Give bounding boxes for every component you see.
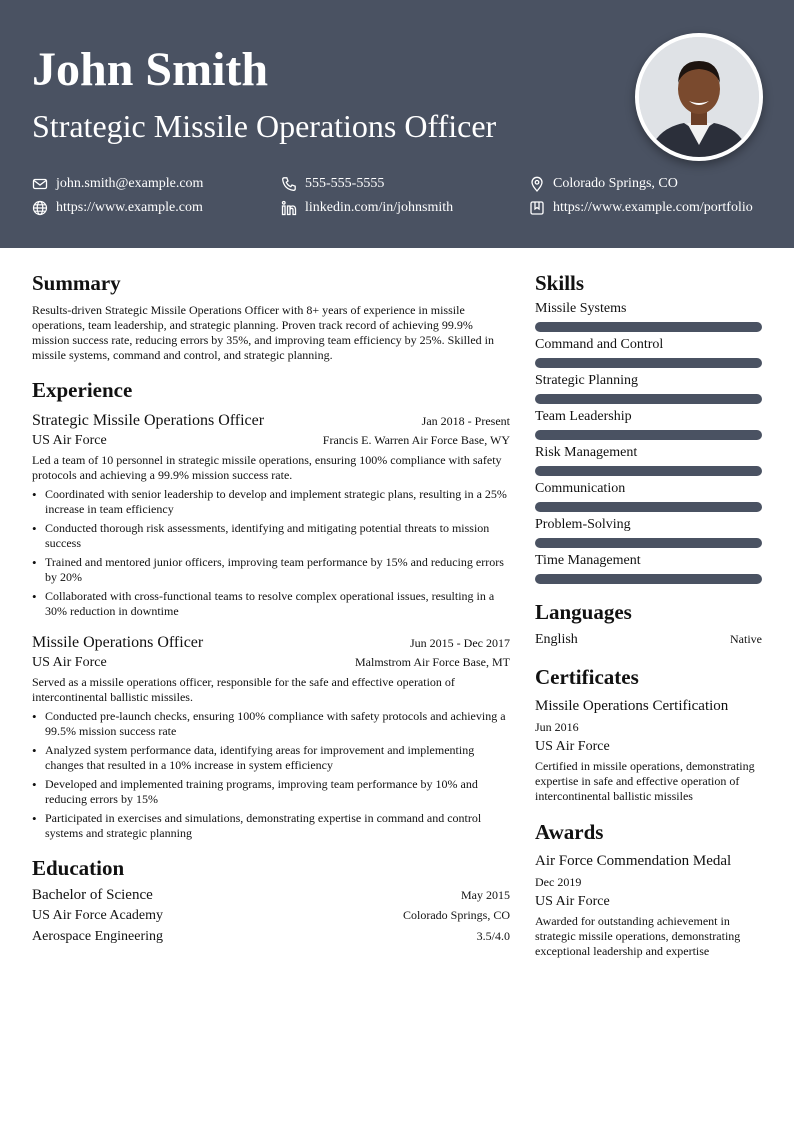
job-bullet: • Developed and implemented training programs, improving team performance by 10% and reducing errors by 15% — [32, 777, 510, 807]
job-title: Strategic Missile Operations Officer — [32, 412, 265, 429]
education-school: US Air Force Academy — [32, 908, 164, 923]
skill-level-bar — [535, 430, 762, 440]
award-issuer: US Air Force — [535, 894, 610, 909]
job-bullet: • Trained and mentored junior officers, improving team performance by 15% and reducing errors by 20% — [32, 555, 510, 585]
skill-name: Problem-Solving — [535, 517, 631, 532]
skills-section — [535, 270, 762, 584]
education-location: Colorado Springs, CO — [402, 908, 510, 922]
job-entry — [32, 633, 510, 841]
skill-level-bar — [535, 502, 762, 512]
language-name: English — [535, 632, 578, 647]
job-description: Served as a missile operations officer, responsible for the safe and effective operation of intercontinental ballistic missiles. — [32, 675, 455, 704]
language-item — [535, 632, 762, 648]
skill-level-bar — [535, 394, 762, 404]
job-bullet: • Participated in exercises and simulations, demonstrating expertise in command and control systems and strategic planning — [32, 811, 510, 841]
portfolio-icon — [529, 200, 545, 216]
mail-icon — [32, 176, 48, 192]
contact-website[interactable] — [32, 200, 203, 216]
certificate-description: Certified in missile operations, demonstrating expertise in safe and effective operation of intercontinental ballistic missiles — [535, 759, 755, 803]
skill-name: Communication — [535, 481, 626, 496]
skill-level-bar — [535, 358, 762, 368]
job-bullet: • Conducted thorough risk assessments, identifying and mitigating potential threats to mission success — [32, 521, 510, 551]
contact-website-text: https://www.example.com — [56, 200, 203, 215]
job-description: Led a team of 10 personnel in strategic missile operations, ensuring 100% compliance with safety protocols and achieving a 99.9% mission success rate. — [32, 453, 502, 482]
skill-name: Risk Management — [535, 445, 638, 460]
job-bullet: • Collaborated with cross-functional teams to resolve complex operational issues, resulting in a 30% reduction in downtime — [32, 589, 510, 619]
award-date: Dec 2019 — [535, 875, 582, 889]
skill-name: Command and Control — [535, 337, 664, 352]
contact-linkedin[interactable] — [281, 200, 453, 216]
job-bullet: • Conducted pre-launch checks, ensuring 100% compliance with safety protocols and achieving a 99.5% mission success rate — [32, 709, 510, 739]
skill-level-bar — [535, 538, 762, 548]
award-description: Awarded for outstanding achievement in strategic missile operations, demonstrating exceptional leadership and expertise — [535, 914, 741, 958]
globe-icon — [32, 200, 48, 216]
resume-header — [0, 0, 794, 248]
job-dates: Jun 2015 - Dec 2017 — [410, 636, 510, 650]
contact-phone-text: 555-555-5555 — [305, 176, 385, 191]
job-location: Francis E. Warren Air Force Base, WY — [322, 433, 510, 447]
skill-level-bar — [535, 466, 762, 476]
contact-email-text: john.smith@example.com — [56, 176, 204, 191]
summary-text: Results-driven Strategic Missile Operations Officer with 8+ years of experience in missile operations, team leadership, and strategic planning. Proven track record of achieving 99.9% mission success rate, reducing errors by 35%, and improving team efficiency by 25%. Skilled in missile systems, command and control, and strategic planning. — [32, 303, 494, 362]
job-location: Malmstrom Air Force Base, MT — [355, 655, 510, 669]
job-bullet: • Coordinated with senior leadership to develop and implement strategic plans, resulting in a 25% increase in team efficiency — [32, 487, 510, 517]
education-date: May 2015 — [461, 888, 510, 902]
education-heading: Education — [32, 856, 125, 880]
certificate-title: Missile Operations Certification — [535, 698, 729, 714]
summary-heading: Summary — [32, 271, 121, 295]
awards-heading: Awards — [535, 820, 604, 844]
job-bullets — [32, 709, 510, 841]
skill-name: Strategic Planning — [535, 373, 639, 388]
languages-heading: Languages — [535, 600, 632, 624]
summary-section — [32, 270, 510, 363]
awards-section — [535, 819, 762, 959]
side-column — [535, 270, 762, 959]
contact-portfolio[interactable] — [529, 200, 753, 216]
job-bullets — [32, 487, 510, 619]
certificate-issuer: US Air Force — [535, 739, 610, 754]
skills-list — [535, 300, 762, 584]
job-bullet: • Analyzed system performance data, identifying areas for improvement and implementing changes that resulted in a 10% increase in system efficiency — [32, 743, 510, 773]
job-organization: US Air Force — [32, 655, 107, 670]
experience-section — [32, 377, 510, 841]
linkedin-icon — [281, 200, 297, 216]
languages-section — [535, 599, 762, 648]
contact-phone[interactable] — [281, 176, 384, 192]
candidate-name: John Smith — [32, 43, 269, 96]
skill-name: Team Leadership — [535, 409, 632, 424]
skills-heading: Skills — [535, 271, 585, 295]
main-column — [32, 270, 510, 947]
contact-location — [529, 176, 678, 192]
job-dates: Jan 2018 - Present — [421, 414, 510, 428]
profile-photo — [635, 33, 763, 161]
education-gpa: 3.5/4.0 — [476, 929, 510, 943]
skill-level-bar — [535, 322, 762, 332]
job-entry — [32, 411, 510, 619]
location-icon — [529, 176, 545, 192]
experience-heading: Experience — [32, 378, 133, 402]
education-field: Aerospace Engineering — [32, 929, 163, 944]
contact-portfolio-text: https://www.example.com/portfolio — [553, 200, 753, 215]
certificates-heading: Certificates — [535, 665, 639, 689]
contact-email[interactable] — [32, 176, 203, 192]
contact-linkedin-text: linkedin.com/in/johnsmith — [305, 200, 454, 215]
phone-icon — [281, 176, 297, 192]
skill-level-bar — [535, 574, 762, 584]
award-title: Air Force Commendation Medal — [535, 853, 732, 869]
language-level: Native — [730, 632, 762, 646]
education-section — [32, 855, 510, 947]
skill-name: Missile Systems — [535, 301, 627, 316]
education-degree: Bachelor of Science — [32, 887, 153, 903]
contact-location-text: Colorado Springs, CO — [553, 176, 678, 191]
certificates-section — [535, 664, 762, 804]
candidate-title: Strategic Missile Operations Officer — [32, 108, 497, 144]
skill-name: Time Management — [535, 553, 641, 568]
certificate-date: Jun 2016 — [535, 720, 579, 734]
job-title: Missile Operations Officer — [32, 634, 204, 651]
job-organization: US Air Force — [32, 433, 107, 448]
